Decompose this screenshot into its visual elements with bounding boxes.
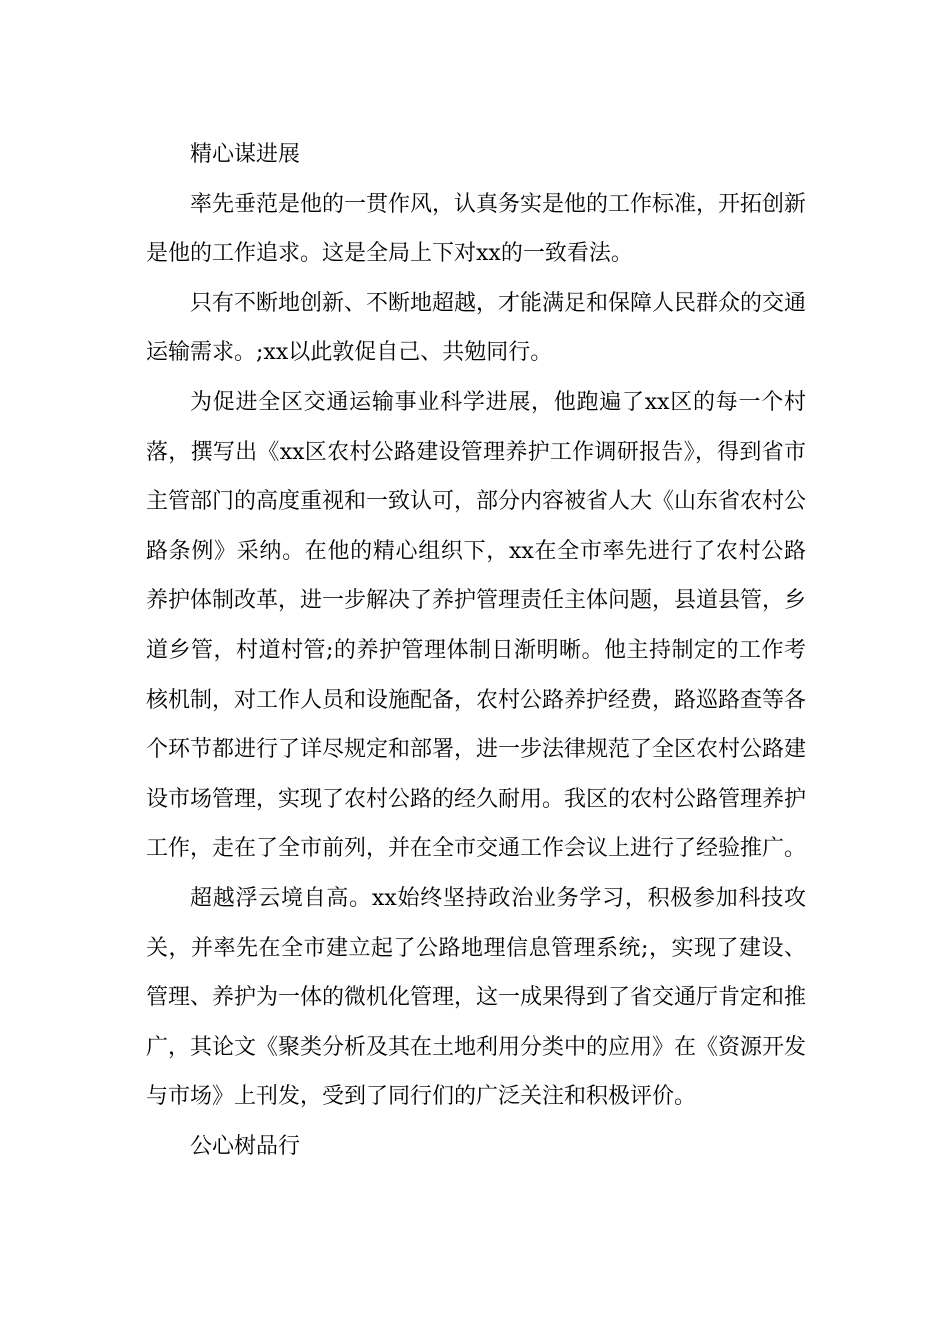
section-heading: 精心谋进展	[190, 142, 301, 167]
section-heading: 公心树品行	[190, 1133, 301, 1159]
document-body	[146, 130, 806, 1171]
body-paragraph: 只有不断地创新、不断地超越，才能满足和保障人民群众的交通运输需求。;xx以此敦促自己、共勉同行。	[146, 290, 807, 366]
body-paragraph: 为促进全区交通运输事业科学进展，他跑遍了xx区的每一个村落，撰写出《xx区农村公路建设管理养护工作调研报告》，得到省市主管部门的高度重视和一致认可，部分内容被省人大《山东省农村公路条例》采纳。在他的精心组织下，xx在全市率先进行了农村公路养护体制改革，进一步解决了养护管理责任主体问题，县道县管，乡道乡管，村道村管;的养护管理体制日渐明晰。他主持制定的工作考核机制，对工作人员和设施配备，农村公路养护经费，路巡路查等各个环节都进行了详尽规定和部署，进一步法律规范了全区农村公路建设市场管理，实现了农村公路的经久耐用。我区的农村公路管理养护工作，走在了全市前列，并在全市交通工作会议上进行了经验推广。	[146, 389, 807, 862]
body-paragraph: 超越浮云境自高。xx始终坚持政治业务学习，积极参加科技攻关，并率先在全市建立起了公路地理信息管理系统;，实现了建设、管理、养护为一体的微机化管理，这一成果得到了省交通厅肯定和推广，其论文《聚类分析及其在土地利用分类中的应用》在《资源开发与市场》上刊发，受到了同行们的广泛关注和积极评价。	[146, 885, 807, 1110]
body-paragraph: 率先垂范是他的一贯作风，认真务实是他的工作标准，开拓创新是他的工作追求。这是全局上下对xx的一致看法。	[146, 191, 807, 267]
